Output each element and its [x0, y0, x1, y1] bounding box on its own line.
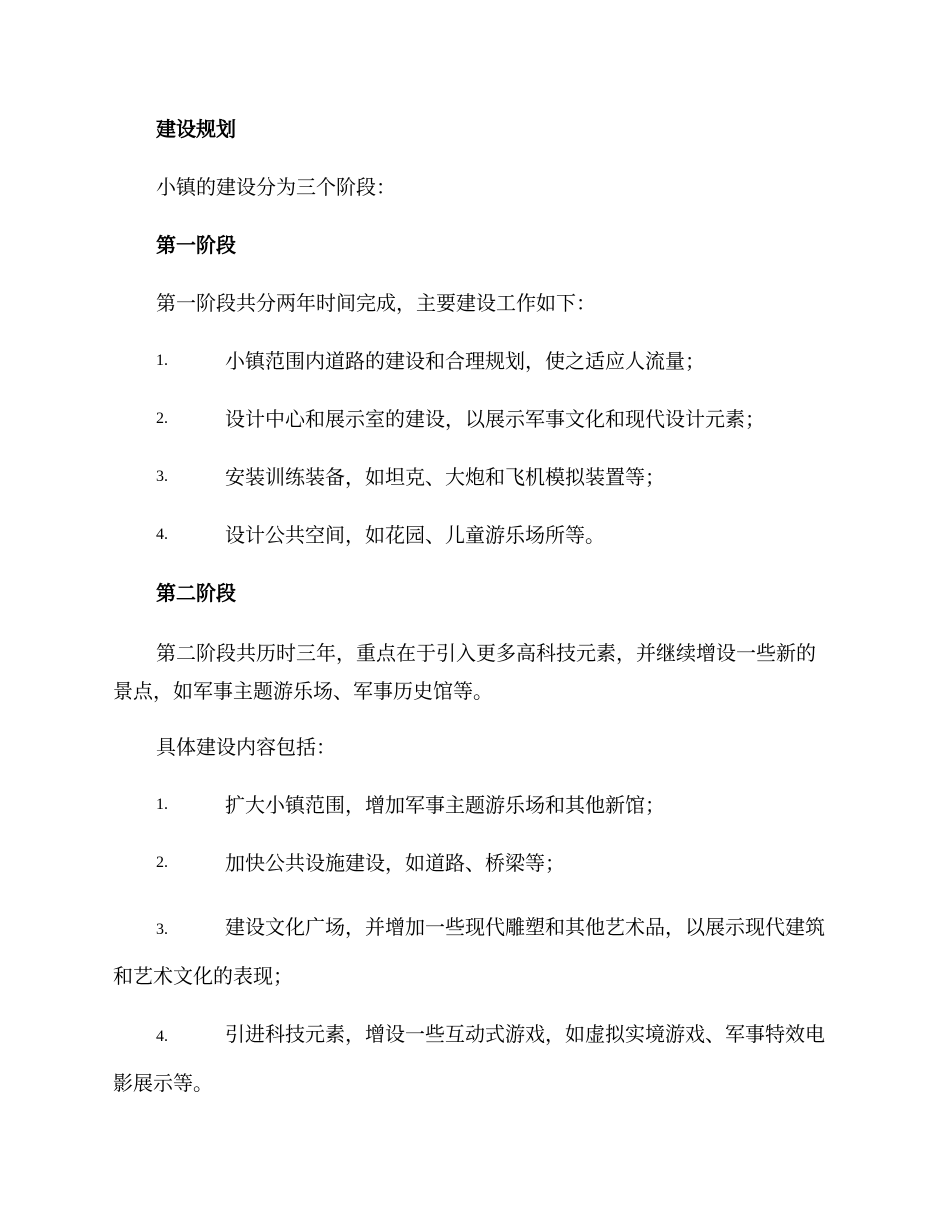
- document-body: [113, 112, 833, 1118]
- phase1-list-item: [113, 518, 833, 552]
- phase2-content-label: 具体建设内容包括：: [156, 735, 336, 759]
- list-text: 建设文化广场，并增加一些现代雕塑和其他艺术品，以展示现代建筑和艺术文化的表现；: [113, 915, 825, 988]
- list-number: 4.: [156, 1028, 168, 1045]
- phase2-summary: 第二阶段共历时三年，重点在于引入更多高科技元素，并继续增设一些新的景点，如军事主题游乐场、军事历史馆等。: [113, 641, 816, 703]
- list-text: 安装训练装备，如坦克、大炮和飞机模拟装置等；: [225, 465, 665, 489]
- list-number: 1.: [156, 352, 168, 369]
- phase1-heading: 第一阶段: [156, 233, 236, 257]
- phase2-list-item: [113, 1011, 833, 1106]
- list-number: 3.: [156, 921, 168, 938]
- list-number: 3.: [156, 468, 168, 485]
- phase2-list-item: [113, 788, 833, 822]
- list-number: 1.: [156, 796, 168, 813]
- phase1-list-item: [113, 344, 833, 378]
- phase2-list-item: [113, 846, 833, 880]
- phase1-summary: 第一阶段共分两年时间完成，主要建设工作如下：: [156, 291, 596, 315]
- list-text: 引进科技元素，增设一些互动式游戏，如虚拟实境游戏、军事特效电影展示等。: [113, 1022, 825, 1095]
- list-text: 扩大小镇范围，增加军事主题游乐场和其他新馆；: [225, 793, 665, 817]
- list-number: 2.: [156, 854, 168, 871]
- intro-paragraph: 小镇的建设分为三个阶段：: [156, 175, 396, 199]
- phase2-list-item: [113, 904, 833, 999]
- list-text: 设计中心和展示室的建设，以展示军事文化和现代设计元素；: [225, 407, 765, 431]
- list-text: 加快公共设施建设，如道路、桥梁等；: [225, 851, 565, 875]
- phase1-list-item: [113, 460, 833, 494]
- section-title: 建设规划: [156, 117, 236, 141]
- phase1-list-item: [113, 402, 833, 436]
- list-number: 2.: [156, 410, 168, 427]
- list-text: 小镇范围内道路的建设和合理规划，使之适应人流量；: [225, 349, 705, 373]
- list-number: 4.: [156, 526, 168, 543]
- phase2-heading: 第二阶段: [156, 581, 236, 605]
- list-text: 设计公共空间，如花园、儿童游乐场所等。: [225, 523, 605, 547]
